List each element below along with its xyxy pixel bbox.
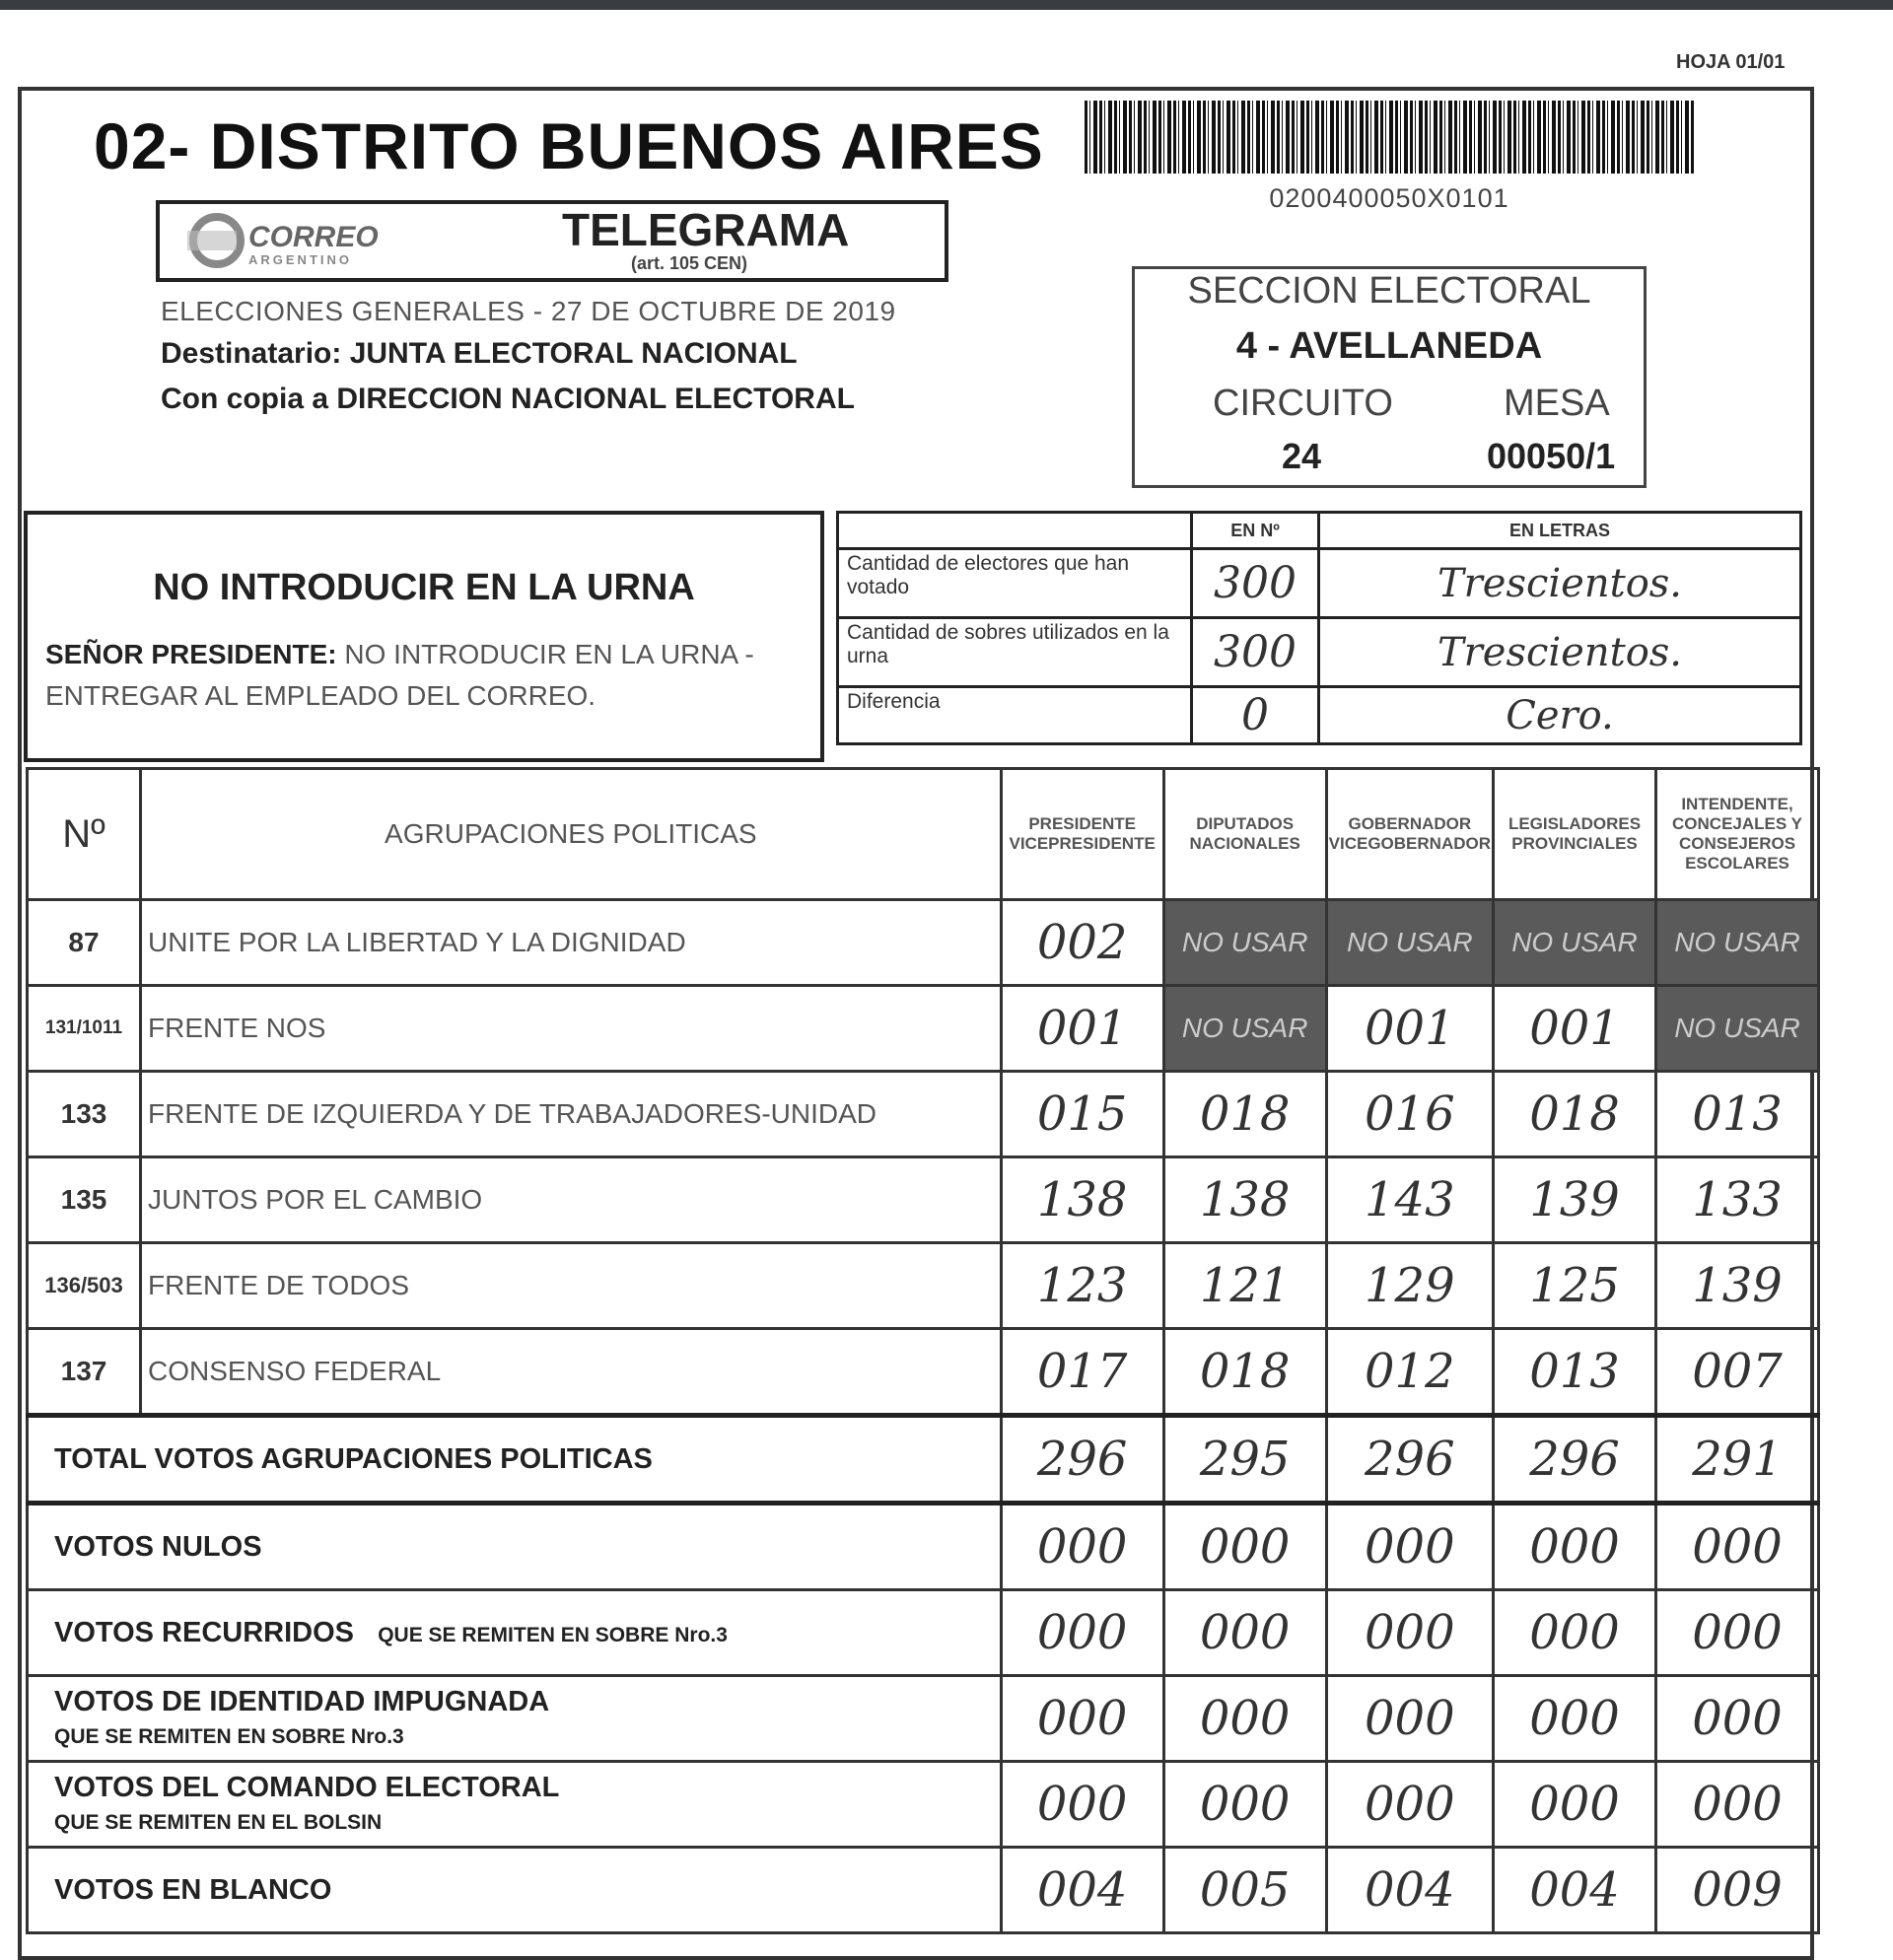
col-header: INTENDENTE, CONCEJALES Y CONSEJEROS ESCOLARES (1656, 769, 1819, 900)
total-cell: 291 (1656, 1416, 1819, 1504)
vote-cell: 013 (1494, 1329, 1656, 1416)
party-row (28, 1072, 1819, 1157)
vote-cell: 139 (1656, 1243, 1819, 1329)
party-number: 133 (28, 1072, 141, 1157)
vote-cell: 000 (1163, 1762, 1326, 1848)
other-title: VOTOS RECURRIDOS (54, 1616, 355, 1648)
party-name: FRENTE DE IZQUIERDA Y DE TRABAJADORES-UNIDAD (141, 1072, 1002, 1157)
count-label: Cantidad de electores que han votado (838, 549, 1192, 618)
vote-cell: 000 (1163, 1504, 1326, 1590)
vote-cell: 138 (1163, 1157, 1326, 1243)
party-name: UNITE POR LA LIBERTAD Y LA DIGNIDAD (141, 900, 1002, 986)
count-label: Diferencia (838, 687, 1192, 744)
total-label: TOTAL VOTOS AGRUPACIONES POLITICAS (28, 1416, 1002, 1504)
votes-table (26, 767, 1820, 1934)
col-party-header: AGRUPACIONES POLITICAS (141, 769, 1002, 900)
vote-cell: 001 (1001, 986, 1163, 1072)
count-letters: Trescientos. (1319, 618, 1801, 687)
vote-cell: 000 (1656, 1590, 1819, 1676)
vote-cell: 018 (1163, 1329, 1326, 1416)
no-usar-cell: NO USAR (1163, 900, 1326, 986)
other-subtitle: QUE SE REMITEN EN SOBRE Nro.3 (378, 1623, 728, 1646)
other-title: VOTOS DEL COMANDO ELECTORAL (54, 1772, 560, 1803)
count-letters: Cero. (1319, 687, 1801, 744)
other-votes-row (28, 1590, 1819, 1676)
no-usar-cell: NO USAR (1656, 986, 1819, 1072)
table-value: 00050/1 (1487, 436, 1616, 476)
election-name: ELECCIONES GENERALES - 27 DE OCTUBRE DE 2019 (161, 296, 896, 326)
vote-cell: 000 (1326, 1590, 1493, 1676)
circuit-label: CIRCUITO (1213, 383, 1393, 424)
col-letters-header: EN LETRAS (1319, 513, 1801, 549)
count-num: 300 (1192, 618, 1319, 687)
other-votes-row (28, 1848, 1819, 1933)
other-label (28, 1504, 1002, 1590)
vote-cell: 000 (1656, 1504, 1819, 1590)
party-row (28, 1157, 1819, 1243)
vote-cell: 000 (1494, 1504, 1656, 1590)
vote-cell: 001 (1326, 986, 1493, 1072)
vote-cell: 121 (1163, 1243, 1326, 1329)
section-value: 4 - AVELLANEDA (1235, 325, 1543, 367)
barcode-number: 0200400050X0101 (1269, 183, 1509, 213)
urna-instructions (45, 634, 795, 717)
vote-cell: 000 (1326, 1762, 1493, 1848)
vote-cell: 012 (1326, 1329, 1493, 1416)
count-num: 300 (1192, 549, 1319, 618)
vote-cell: 017 (1001, 1329, 1163, 1416)
party-number: 137 (28, 1329, 141, 1416)
vote-cell: 000 (1163, 1676, 1326, 1762)
vote-cell: 000 (1326, 1504, 1493, 1590)
party-row (28, 1329, 1819, 1416)
vote-cell: 143 (1326, 1157, 1493, 1243)
urna-text: NO INTRODUCIR EN LA URNA - ENTREGAR AL EMPLEADO DEL CORREO. (45, 639, 754, 711)
vote-cell: 015 (1001, 1072, 1163, 1157)
party-number: 136/503 (28, 1243, 141, 1329)
vote-cell: 002 (1001, 900, 1163, 986)
vote-cell: 000 (1163, 1590, 1326, 1676)
other-subtitle: QUE SE REMITEN EN SOBRE Nro.3 (54, 1725, 404, 1748)
total-cell: 296 (1494, 1416, 1656, 1504)
other-label (28, 1848, 1002, 1933)
vote-cell: 004 (1326, 1848, 1493, 1933)
party-name: JUNTOS POR EL CAMBIO (141, 1157, 1002, 1243)
count-label: Cantidad de sobres utilizados en la urna (838, 618, 1192, 687)
vote-cell: 129 (1326, 1243, 1493, 1329)
vote-cell: 007 (1656, 1329, 1819, 1416)
party-name: CONSENSO FEDERAL (141, 1329, 1002, 1416)
president-label: SEÑOR PRESIDENTE: (45, 639, 337, 669)
correo-logo-icon (177, 209, 463, 274)
total-cell: 295 (1163, 1416, 1326, 1504)
count-corner (838, 513, 1192, 549)
vote-cell: 005 (1163, 1848, 1326, 1933)
party-number: 131/1011 (28, 986, 141, 1072)
total-cell: 296 (1326, 1416, 1493, 1504)
party-name: FRENTE DE TODOS (141, 1243, 1002, 1329)
col-header: DIPUTADOS NACIONALES (1163, 769, 1326, 900)
urna-title: NO INTRODUCIR EN LA URNA (153, 567, 695, 608)
vote-cell: 138 (1001, 1157, 1163, 1243)
count-table (836, 511, 1802, 745)
vote-cell: 000 (1001, 1590, 1163, 1676)
other-subtitle: QUE SE REMITEN EN EL BOLSIN (54, 1811, 383, 1834)
other-votes-row (28, 1762, 1819, 1848)
vote-cell: 001 (1494, 986, 1656, 1072)
party-number: 87 (28, 900, 141, 986)
other-title: VOTOS NULOS (54, 1530, 262, 1563)
other-label (28, 1676, 1002, 1762)
other-votes-row (28, 1676, 1819, 1762)
telegrama-title: TELEGRAMA (562, 204, 850, 255)
vote-cell: 125 (1494, 1243, 1656, 1329)
party-row (28, 900, 1819, 986)
count-letters: Trescientos. (1319, 549, 1801, 618)
party-number: 135 (28, 1157, 141, 1243)
recipient: Destinatario: JUNTA ELECTORAL NACIONAL (161, 337, 798, 370)
vote-cell: 004 (1001, 1848, 1163, 1933)
svg-text:ARGENTINO: ARGENTINO (248, 252, 352, 267)
vote-cell: 018 (1163, 1072, 1326, 1157)
other-title: VOTOS DE IDENTIDAD IMPUGNADA (54, 1686, 550, 1717)
vote-cell: 123 (1001, 1243, 1163, 1329)
circuit-value: 24 (1282, 436, 1322, 476)
table-label: MESA (1504, 383, 1610, 424)
col-header: LEGISLADORES PROVINCIALES (1494, 769, 1656, 900)
party-row (28, 986, 1819, 1072)
vote-cell: 000 (1494, 1676, 1656, 1762)
vote-cell: 000 (1326, 1676, 1493, 1762)
other-votes-row (28, 1504, 1819, 1590)
top-bar (0, 0, 1893, 10)
vote-cell: 016 (1326, 1072, 1493, 1157)
vote-cell: 000 (1001, 1676, 1163, 1762)
section-title: SECCION ELECTORAL (1187, 270, 1591, 312)
vote-cell: 000 (1001, 1504, 1163, 1590)
total-row (28, 1416, 1819, 1504)
telegrama-subtitle: (art. 105 CEN) (631, 253, 748, 273)
other-label (28, 1590, 1002, 1676)
col-header: GOBERNADOR VICEGOBERNADOR (1326, 769, 1493, 900)
party-row (28, 1243, 1819, 1329)
vote-cell: 000 (1494, 1590, 1656, 1676)
col-header: PRESIDENTE VICEPRESIDENTE (1001, 769, 1163, 900)
vote-cell: 000 (1494, 1762, 1656, 1848)
svg-text:CORREO: CORREO (248, 221, 379, 253)
no-usar-cell: NO USAR (1494, 900, 1656, 986)
barcode-icon (1085, 101, 1694, 174)
sheet-number: HOJA 01/01 (1676, 51, 1786, 73)
district-title: 02- DISTRITO BUENOS AIRES (94, 109, 1044, 182)
vote-cell: 018 (1494, 1072, 1656, 1157)
count-num: 0 (1192, 687, 1319, 744)
col-num-header: EN Nº (1192, 513, 1319, 549)
other-title: VOTOS EN BLANCO (54, 1873, 332, 1906)
no-usar-cell: NO USAR (1326, 900, 1493, 986)
vote-cell: 139 (1494, 1157, 1656, 1243)
party-name: FRENTE NOS (141, 986, 1002, 1072)
copy-to: Con copia a DIRECCION NACIONAL ELECTORAL (161, 383, 855, 415)
total-cell: 296 (1001, 1416, 1163, 1504)
other-label (28, 1762, 1002, 1848)
vote-cell: 013 (1656, 1072, 1819, 1157)
vote-cell: 000 (1656, 1762, 1819, 1848)
vote-cell: 004 (1494, 1848, 1656, 1933)
col-number-header: Nº (28, 769, 141, 900)
vote-cell: 133 (1656, 1157, 1819, 1243)
vote-cell: 009 (1656, 1848, 1819, 1933)
no-usar-cell: NO USAR (1163, 986, 1326, 1072)
vote-cell: 000 (1001, 1762, 1163, 1848)
vote-cell: 000 (1656, 1676, 1819, 1762)
no-usar-cell: NO USAR (1656, 900, 1819, 986)
